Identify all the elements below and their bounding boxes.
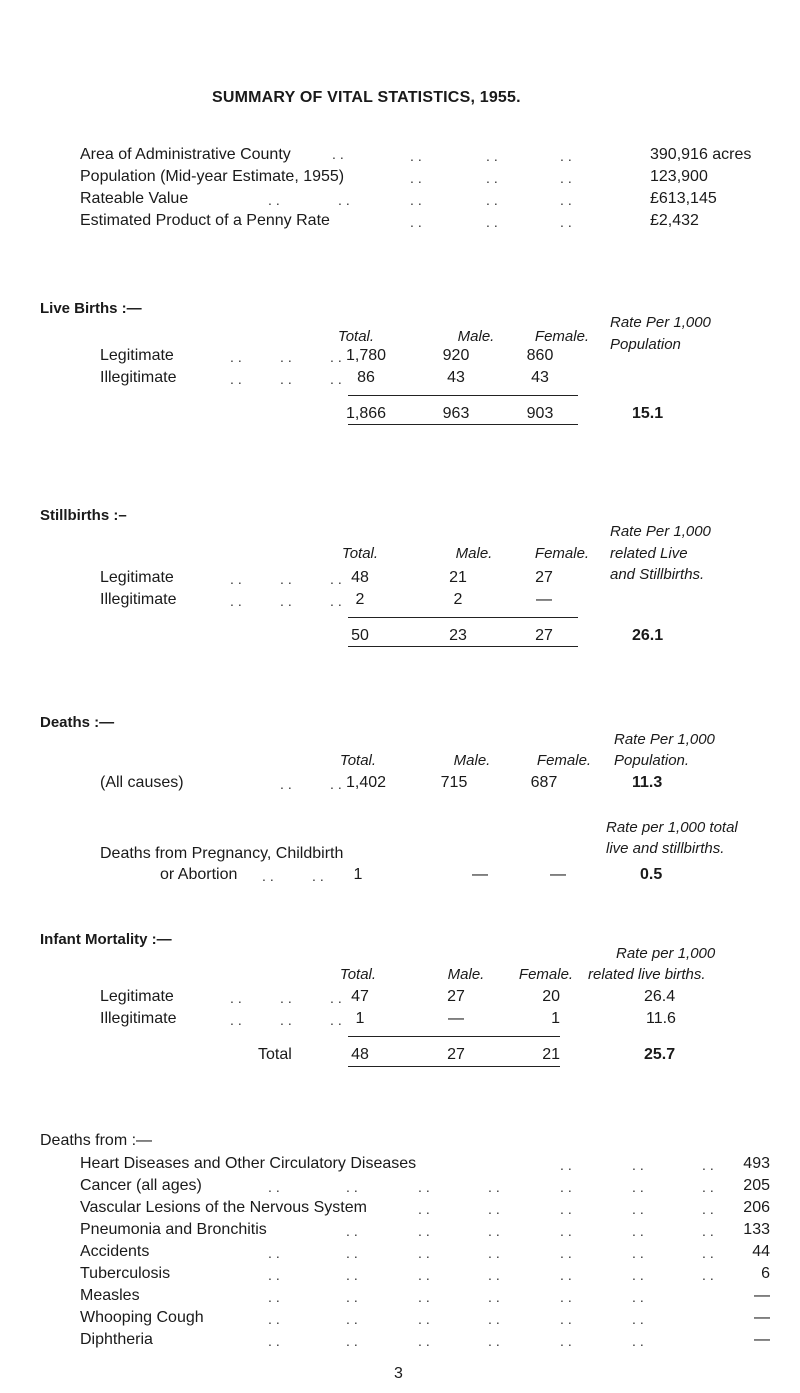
deaths-from-item: Measles: [80, 1287, 140, 1304]
live-births-illegit-male: 43: [447, 369, 465, 386]
stillbirths-legit-total: 48: [351, 569, 369, 586]
deaths-pregnancy-total: 1: [353, 866, 363, 883]
deaths-from-item: Accidents: [80, 1243, 150, 1260]
deaths-col-female: Female.: [536, 752, 592, 769]
deaths-from-item: Heart Diseases and Other Circulatory Diseases: [80, 1155, 417, 1172]
deaths-from-value: —: [754, 1331, 770, 1348]
deaths-from-item: Cancer (all ages): [80, 1177, 202, 1194]
deaths-all-causes-total: 1,402: [345, 774, 387, 791]
deaths-from-value: 6: [761, 1265, 770, 1282]
deaths-rate-header-1: Rate Per 1,000: [614, 731, 715, 748]
infant-mortality-illegit-female: 1: [551, 1010, 560, 1027]
page-number: 3: [394, 1365, 403, 1382]
live-births-total-rule-top: [348, 395, 578, 396]
live-births-total-female: 903: [526, 405, 554, 422]
stillbirths-total-female: 27: [535, 627, 553, 644]
live-births-legit-total: 1,780: [345, 347, 387, 364]
live-births-legit-male: 920: [442, 347, 470, 364]
stillbirths-illegit-total: 2: [355, 591, 365, 608]
infant-mortality-col-total: Total.: [339, 966, 377, 983]
deaths-from-value: 206: [743, 1199, 770, 1216]
infant-mortality-total-rate: 25.7: [644, 1046, 676, 1063]
deaths-from-value: 493: [743, 1155, 770, 1172]
summary-value-rateable: £613,145: [650, 190, 717, 207]
stillbirths-total-total: 50: [351, 627, 369, 644]
deaths-pregnancy-label-1: Deaths from Pregnancy, Childbirth: [100, 845, 344, 862]
stillbirths-legit-male: 21: [449, 569, 467, 586]
stillbirths-illegit-female: —: [536, 591, 552, 608]
infant-mortality-illegit-male: —: [448, 1010, 464, 1027]
deaths-col-male: Male.: [453, 752, 491, 769]
infant-mortality-total-rule-bottom: [348, 1066, 560, 1067]
deaths-from-value: —: [754, 1309, 770, 1326]
summary-label-population: Population (Mid-year Estimate, 1955): [80, 168, 345, 185]
deaths-col-total: Total.: [339, 752, 377, 769]
deaths-from-heading: Deaths from :—: [40, 1132, 153, 1149]
infant-mortality-legit-total: 47: [351, 988, 369, 1005]
infant-mortality-legit-female: 20: [542, 988, 560, 1005]
summary-value-penny-rate: £2,432: [650, 212, 699, 229]
deaths-pregnancy-rate: 0.5: [640, 866, 663, 883]
deaths-rate-header2-2: live and stillbirths.: [606, 840, 725, 857]
live-births-total-rule-bottom: [348, 424, 578, 425]
infant-mortality-illegit-total: 1: [355, 1010, 365, 1027]
stillbirths-legit-label: Legitimate: [100, 569, 174, 586]
live-births-illegit-label: Illegitimate: [100, 369, 177, 386]
deaths-from-value: —: [754, 1287, 770, 1304]
infant-mortality-rate-header-1: Rate per 1,000: [616, 945, 716, 962]
summary-label-rateable: Rateable Value: [80, 190, 189, 207]
infant-mortality-illegit-label: Illegitimate: [100, 1010, 177, 1027]
deaths-from-value: 44: [752, 1243, 770, 1260]
live-births-legit-label: Legitimate: [100, 347, 174, 364]
infant-mortality-total-total: 48: [351, 1046, 369, 1063]
deaths-from-value: 205: [743, 1177, 770, 1194]
infant-mortality-legit-male: 27: [447, 988, 465, 1005]
stillbirths-illegit-label: Illegitimate: [100, 591, 177, 608]
deaths-all-causes-male: 715: [440, 774, 468, 791]
infant-mortality-col-male: Male.: [447, 966, 485, 983]
live-births-rate: 15.1: [632, 405, 664, 422]
infant-mortality-total-female: 21: [542, 1046, 560, 1063]
stillbirths-col-male: Male.: [455, 545, 493, 562]
deaths-all-causes-female: 687: [530, 774, 558, 791]
live-births-rate-header-2: Population: [610, 336, 681, 353]
stillbirths-heading: Stillbirths :–: [40, 507, 127, 524]
deaths-all-causes-label: (All causes): [100, 774, 184, 791]
summary-value-area: 390,916 acres: [650, 146, 752, 163]
deaths-pregnancy-female: —: [550, 866, 566, 883]
deaths-heading: Deaths :—: [40, 714, 115, 731]
stillbirths-total-male: 23: [449, 627, 467, 644]
infant-mortality-col-female: Female.: [518, 966, 574, 983]
infant-mortality-legit-rate: 26.4: [644, 988, 676, 1005]
stillbirths-col-total: Total.: [341, 545, 379, 562]
deaths-from-item: Pneumonia and Bronchitis: [80, 1221, 267, 1238]
stillbirths-rate-header-1: Rate Per 1,000: [610, 523, 711, 540]
deaths-pregnancy-label-2: or Abortion: [160, 866, 238, 883]
deaths-all-causes-rate: 11.3: [632, 774, 663, 791]
live-births-total-total: 1,866: [345, 405, 387, 422]
deaths-pregnancy-male: —: [472, 866, 488, 883]
infant-mortality-illegit-rate: 11.6: [646, 1010, 676, 1027]
live-births-col-total: Total.: [337, 328, 375, 345]
deaths-from-value: 133: [743, 1221, 770, 1238]
stillbirths-total-rule-bottom: [348, 646, 578, 647]
infant-mortality-total-male: 27: [447, 1046, 465, 1063]
stillbirths-rate-header-2: related Live: [610, 545, 688, 562]
infant-mortality-legit-label: Legitimate: [100, 988, 174, 1005]
deaths-from-item: Tuberculosis: [80, 1265, 171, 1282]
live-births-heading: Live Births :—: [40, 300, 142, 317]
deaths-from-item: Vascular Lesions of the Nervous System: [80, 1199, 367, 1216]
infant-mortality-total-rule-top: [348, 1036, 560, 1037]
infant-mortality-total-label: Total: [258, 1046, 292, 1063]
deaths-from-item: Diphtheria: [80, 1331, 153, 1348]
stillbirths-rate: 26.1: [632, 627, 664, 644]
page-title: SUMMARY OF VITAL STATISTICS, 1955.: [212, 89, 521, 106]
deaths-rate-header-2: Population.: [614, 752, 690, 769]
live-births-col-male: Male.: [457, 328, 495, 345]
live-births-legit-female: 860: [526, 347, 554, 364]
live-births-illegit-female: 43: [531, 369, 549, 386]
summary-label-penny-rate: Estimated Product of a Penny Rate: [80, 212, 330, 229]
infant-mortality-heading: Infant Mortality :—: [40, 931, 172, 948]
stillbirths-total-rule-top: [348, 617, 578, 618]
summary-value-population: 123,900: [650, 168, 708, 185]
live-births-rate-header-1: Rate Per 1,000: [610, 314, 711, 331]
summary-label-area: Area of Administrative County: [80, 146, 291, 163]
stillbirths-col-female: Female.: [534, 545, 590, 562]
stillbirths-legit-female: 27: [535, 569, 553, 586]
stillbirths-illegit-male: 2: [453, 591, 463, 608]
deaths-from-item: Whooping Cough: [80, 1309, 204, 1326]
deaths-rate-header2-1: Rate per 1,000 total: [606, 819, 738, 836]
stillbirths-rate-header-3: and Stillbirths.: [610, 566, 705, 583]
infant-mortality-rate-header-2: related live births.: [588, 966, 706, 983]
live-births-total-male: 963: [442, 405, 470, 422]
live-births-illegit-total: 86: [357, 369, 375, 386]
live-births-col-female: Female.: [534, 328, 590, 345]
